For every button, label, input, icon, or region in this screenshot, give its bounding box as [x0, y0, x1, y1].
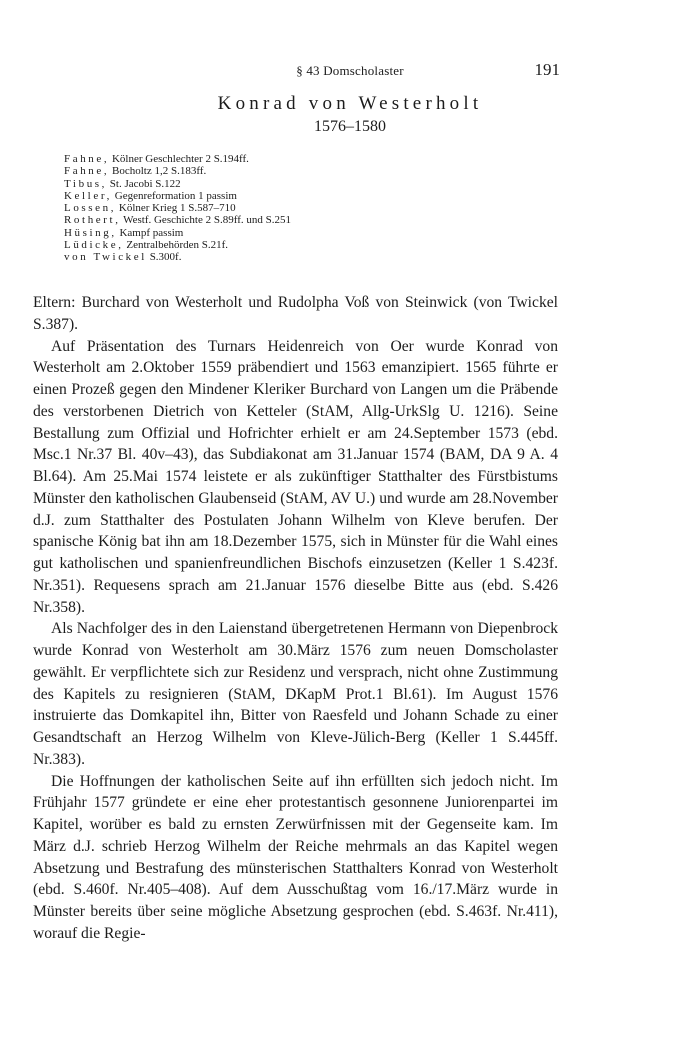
reference-work: S.300f.: [149, 251, 182, 264]
reference-item: [64, 214, 624, 226]
reference-item: [64, 153, 624, 165]
section-title: § 43 Domscholaster: [296, 63, 404, 78]
reference-work: Zentralbehörden S.21f.: [126, 239, 229, 252]
paragraph-conflict: Die Hoffnungen der katholischen Seite auf ihn erfüllten sich jedoch nicht. Im Frühjahr 1577 gründete er eine eher protestantisch gesonnene Juniorenpartei im Kapitel, worüber es bald zu ernsten Zerwürfnissen mit der Gegenseite kam. Im März d.J. schrieb Herzog Wilhelm der Reiche mehrmals an das Kapitel wegen Absetzung und Bestrafung des münsterischen Statthalters Konrad von Westerholt (ebd. S.460f. Nr.405–408). Auf dem Ausschußtag vom 16./17.März wurde in Münster bereits über seine mögliche Absetzung gesprochen (ebd. S.463f. Nr.411), worauf die Regie-: [33, 772, 558, 942]
reference-item: [64, 190, 624, 202]
reference-author: Fahne,: [64, 165, 110, 178]
reference-item: [64, 239, 624, 251]
reference-work: Kölner Krieg 1 S.587–710: [118, 202, 236, 215]
reference-item: [64, 178, 624, 190]
entry-heading: [0, 93, 700, 138]
reference-item: [64, 227, 624, 239]
reference-author: Keller,: [64, 189, 112, 202]
reference-work: Kölner Geschlechter 2 S.194ff.: [111, 153, 249, 165]
reference-work: St. Jacobi S.122: [109, 177, 181, 190]
tenure-years: 1576–1580: [314, 118, 386, 135]
reference-author: von Twickel: [64, 251, 147, 264]
reference-work: Kampf passim: [119, 226, 184, 239]
page-number: 191: [534, 60, 560, 79]
body-text: [33, 292, 558, 945]
person-name: Konrad von Westerholt: [217, 93, 483, 114]
reference-author: Lossen,: [64, 202, 117, 215]
reference-author: Hüsing,: [64, 226, 117, 239]
reference-work: Bocholtz 1,2 S.183ff.: [111, 165, 207, 178]
reference-author: Rothert,: [64, 214, 121, 227]
reference-work: Gegenreformation 1 passim: [114, 189, 237, 202]
running-head: [0, 62, 700, 82]
reference-item: [64, 165, 624, 177]
paragraph-career: Auf Präsentation des Turnars Heidenreich von Oer wurde Konrad von Westerholt am 2.Oktober 1559 präbendiert und 1563 emanzipiert. 1565 führte er einen Prozeß gegen den Mindener Kleriker Burchard von Langen um die Präbende des verstorbenen Dietrich von Ketteler (StAM, Allg-UrkSlg U. 1216). Seine Bestallung zum Offizial und Hofrichter erhielt er am 24.September 1573 (ebd. Msc.1 Nr.37 Bl. 40v–43), das Subdiakonat am 31.Januar 1574 (BAM, DA 9 A. 4 Bl.64). Am 25.Mai 1574 leistete er als zukünftiger Statthalter des Fürstbistums Münster den katholischen Glaubenseid (StAM, AV U.) und wurde am 28.November d.J. zum Statthalter des Postulaten Johann Wilhelm von Kleve berufen. Der spanische König bat ihn am 18.Dezember 1575, sich in Münster für die Wahl eines gut katholischen und spanienfreundlichen Bischofs einzusetzen (Keller 1 S.423f. Nr.351). Requesens sprach am 21.Januar 1576 dieselbe Bitte aus (ebd. S.426 Nr.358).: [33, 337, 558, 616]
reference-author: Fahne,: [64, 153, 110, 165]
reference-author: Lüdicke,: [64, 239, 124, 252]
reference-list: [64, 153, 624, 264]
reference-item: [64, 251, 624, 263]
reference-author: Tibus,: [64, 177, 108, 190]
paragraph-election: Als Nachfolger des in den Laienstand übergetretenen Hermann von Diepenbrock wurde Konrad von Westerholt am 30.März 1576 zum neuen Domscholaster gewählt. Er verpflichtete sich zur Residenz und versprach, nicht ohne Zustimmung des Kapitels zu resignieren (StAM, DKapM Prot.1 Bl.61). Im August 1576 instruierte das Domkapitel ihn, Bitter von Raesfeld und Johann Schade zu einer Gesandtschaft an Herzog Wilhelm von Kleve-Jülich-Berg (Keller 1 S.445ff. Nr.383).: [33, 620, 558, 768]
reference-item: [64, 202, 624, 214]
paragraph-parents: Eltern: Burchard von Westerholt und Rudolpha Voß von Steinwick (von Twickel S.387).: [33, 294, 558, 333]
reference-work: Westf. Geschichte 2 S.89ff. und S.251: [123, 214, 291, 227]
